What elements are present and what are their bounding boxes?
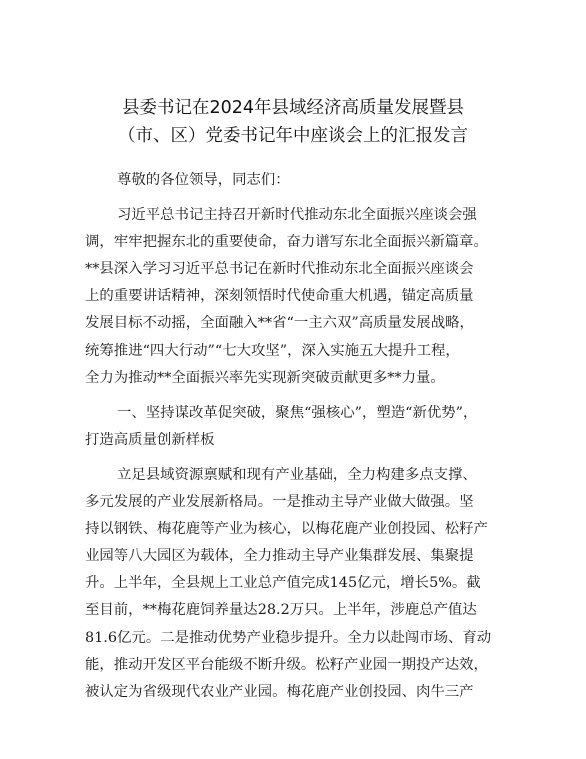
document-title bbox=[60, 94, 526, 150]
section-heading-1 bbox=[85, 400, 506, 454]
heading-line: 一、坚持谋改革促突破，聚焦“强核心”，塑造“新优势”， bbox=[117, 404, 478, 421]
paragraph-line: 81.6亿元。二是推动优势产业稳步提升。全力以赴闯市场、育动 bbox=[85, 629, 492, 646]
document-body bbox=[85, 167, 506, 706]
paragraph-line: 持以钢铁、梅花鹿等产业为核心，以梅花鹿产业创投园、松籽产 bbox=[85, 521, 488, 538]
title-line-2: （市、区）党委书记年中座谈会上的汇报发言 bbox=[118, 126, 468, 146]
paragraph-line: 习近平总书记主持召开新时代推动东北全面振兴座谈会强 bbox=[117, 207, 477, 224]
paragraph-line: 能，推动开发区平台能级不断升级。松籽产业园一期投产达效， bbox=[85, 656, 488, 673]
paragraph-line: 调，牢牢把握东北的重要使命，奋力谱写东北全面振兴新篇章。 bbox=[85, 234, 488, 251]
paragraph-line: 全力为推动**全面振兴率先实现新突破贡献更多**力量。 bbox=[85, 369, 445, 386]
paragraph-line: 业园等八大园区为载体，全力推动主导产业集群发展、集聚提 bbox=[85, 548, 474, 565]
title-line-1: 县委书记在2024年县域经济高质量发展暨县 bbox=[121, 98, 465, 118]
paragraph-line: 至目前，**梅花鹿饲养量达28.2万只。上半年，涉鹿总产值达 bbox=[85, 602, 477, 619]
heading-line: 打造高质量创新样板 bbox=[85, 431, 215, 448]
paragraph-line: 上的重要讲话精神，深刻领悟时代使命重大机遇，锚定高质量 bbox=[85, 288, 474, 305]
paragraph-line: 多元发展的产业发展新格局。一是推动主导产业做大做强。坚 bbox=[85, 494, 474, 511]
paragraph-line: 立足县域资源禀赋和现有产业基础，全力构建多点支撑、 bbox=[117, 466, 477, 483]
greeting: 尊敬的各位领导，同志们： bbox=[117, 172, 290, 188]
paragraph-line: 发展目标不动摇，全面融入**省“一主六双”高质量发展战略， bbox=[85, 315, 474, 332]
paragraph-intro bbox=[85, 202, 506, 392]
paragraph-line: 统筹推进“四大行动”“七大攻坚”，深入实施五大提升工程， bbox=[85, 342, 460, 359]
paragraph-line: 升。上半年，全县规上工业总产值完成145亿元，增长5%。截 bbox=[85, 575, 481, 592]
paragraph-line: **县深入学习习近平总书记在新时代推动东北全面振兴座谈会 bbox=[85, 261, 474, 278]
paragraph-line: 被认定为省级现代农业产业园。梅花鹿产业创投园、肉牛三产 bbox=[85, 683, 474, 700]
paragraph-section-1 bbox=[85, 462, 506, 706]
